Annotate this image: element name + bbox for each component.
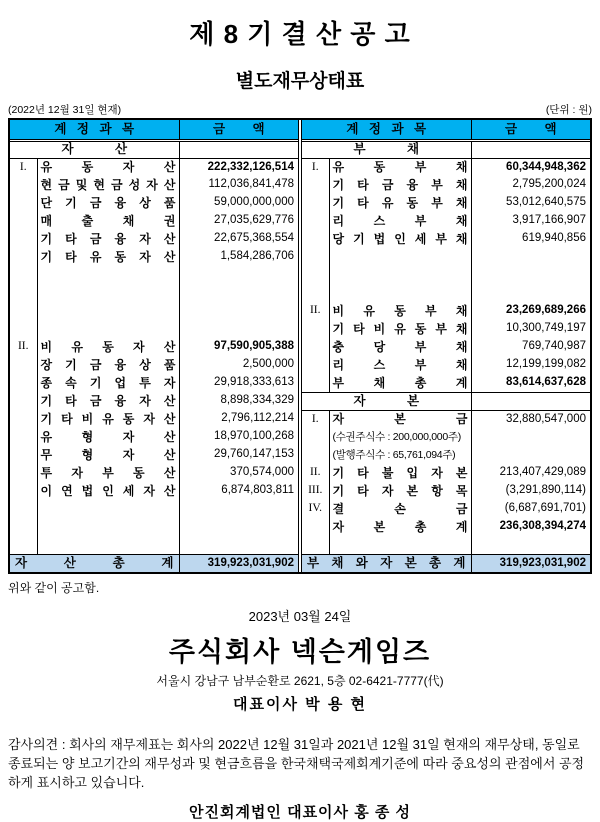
roman-numeral-cell xyxy=(10,374,37,392)
assets-table xyxy=(10,120,298,572)
account-name-cell: 매 출 채 권 xyxy=(37,212,179,230)
roman-numeral-cell xyxy=(10,536,37,554)
amount-cell: 53,012,640,575 xyxy=(506,196,586,209)
roman-numeral-cell xyxy=(10,320,37,338)
amount-cell xyxy=(179,266,298,284)
table-row xyxy=(10,482,298,500)
unit-label: (단위 : 원) xyxy=(545,104,592,116)
amount-cell xyxy=(179,500,298,518)
roman-numeral-cell xyxy=(302,212,329,230)
table-row xyxy=(10,302,298,320)
roman-numeral-cell xyxy=(10,500,37,518)
liabilities-equity-body xyxy=(302,140,590,572)
table-header-row xyxy=(10,120,298,140)
account-name-cell xyxy=(329,284,471,302)
roman-numeral-cell xyxy=(10,428,37,446)
roman-numeral-cell xyxy=(10,248,37,266)
roman-numeral-cell xyxy=(302,338,329,356)
roman-numeral-cell: II. xyxy=(10,338,37,356)
account-name-cell xyxy=(37,500,179,518)
amount-cell: 3,917,166,907 xyxy=(512,214,586,227)
account-name-cell: 기 타 금 융 부 채 xyxy=(329,176,471,194)
roman-numeral-cell: II. xyxy=(302,302,329,320)
roman-numeral-cell xyxy=(10,266,37,284)
table-row xyxy=(302,284,590,302)
account-column-header: 계 정 과 목 xyxy=(302,120,471,140)
amount-cell: 83,614,637,628 xyxy=(506,376,586,388)
roman-numeral-cell: I. xyxy=(302,410,329,428)
amount-cell: 619,940,856 xyxy=(522,232,586,245)
roman-numeral-cell xyxy=(302,266,329,284)
account-name-cell: 리 스 부 채 xyxy=(329,356,471,374)
closing-note: 위와 같이 공고함. xyxy=(8,581,100,595)
roman-numeral-cell xyxy=(302,248,329,266)
table-row xyxy=(10,356,298,374)
page-title: 제 8 기 결 산 공 고 xyxy=(189,19,411,49)
table-row xyxy=(302,554,590,572)
meta-row xyxy=(8,102,592,117)
amount-cell xyxy=(179,518,298,536)
amount-cell: 2,796,112,214 xyxy=(221,412,294,425)
amount-cell xyxy=(471,446,590,464)
table-row xyxy=(10,284,298,302)
roman-numeral-cell xyxy=(10,230,37,248)
table-row xyxy=(302,320,590,338)
account-name-cell: 기 타 금 융 자 산 xyxy=(37,392,179,410)
roman-numeral-cell xyxy=(302,518,329,536)
account-name-cell: 기 타 유 동 자 산 xyxy=(37,248,179,266)
roman-numeral-cell xyxy=(302,230,329,248)
table-row xyxy=(302,500,590,518)
table-row xyxy=(10,338,298,356)
table-row xyxy=(10,230,298,248)
account-name-cell: 기 타 비 유 동 부 채 xyxy=(329,320,471,338)
table-row xyxy=(302,536,590,554)
table-row xyxy=(302,230,590,248)
account-name-cell: 단 기 금 융 상 품 xyxy=(37,194,179,212)
account-name-cell: 기 타 비 유 동 자 산 xyxy=(37,410,179,428)
roman-numeral-cell xyxy=(302,428,329,446)
company-name: 주식회사 넥슨게임즈 xyxy=(168,637,432,667)
table-row xyxy=(302,518,590,536)
roman-numeral-cell xyxy=(10,176,37,194)
account-name-cell: 결 손 금 xyxy=(329,500,471,518)
amount-cell: (6,687,691,701) xyxy=(504,502,586,515)
table-row xyxy=(10,518,298,536)
as-of-date: (2022년 12월 31일 현재) xyxy=(8,104,122,116)
amount-cell: 23,269,689,266 xyxy=(506,304,586,317)
amount-cell xyxy=(471,248,590,266)
roman-numeral-cell: II. xyxy=(302,464,329,482)
amount-cell xyxy=(471,392,590,410)
amount-cell: 59,000,000,000 xyxy=(214,196,294,209)
account-name-cell xyxy=(329,536,471,554)
account-name-cell: 장 기 금 융 상 품 xyxy=(37,356,179,374)
table-row xyxy=(302,176,590,194)
account-name-cell xyxy=(37,284,179,302)
table-row xyxy=(302,482,590,500)
table-row xyxy=(10,248,298,266)
roman-numeral-cell xyxy=(10,518,37,536)
liabilities-equity-table xyxy=(302,120,590,572)
table-row xyxy=(302,464,590,482)
publication-date: 2023년 03월 24일 xyxy=(248,609,352,624)
account-name-cell: 기 타 금 융 자 산 xyxy=(37,230,179,248)
account-name-cell xyxy=(329,248,471,266)
amount-cell: 370,574,000 xyxy=(230,466,294,479)
account-name-cell: 충 당 부 채 xyxy=(329,338,471,356)
roman-numeral-cell xyxy=(302,284,329,302)
total-label: 부 채 와 자 본 총 계 xyxy=(302,554,471,572)
account-name-cell: 유 형 자 산 xyxy=(37,428,179,446)
account-name-cell xyxy=(37,518,179,536)
roman-numeral-cell xyxy=(302,446,329,464)
account-name-cell: 기 타 유 동 부 채 xyxy=(329,194,471,212)
table-row xyxy=(302,248,590,266)
amount-cell: 12,199,199,082 xyxy=(506,358,586,371)
table-row xyxy=(10,212,298,230)
amount-cell xyxy=(179,536,298,554)
table-row xyxy=(10,392,298,410)
account-name-cell: 종 속 기 업 투 자 xyxy=(37,374,179,392)
table-row xyxy=(302,194,590,212)
total-amount: 319,923,031,902 xyxy=(179,554,298,572)
amount-cell: 29,760,147,153 xyxy=(214,448,294,461)
amount-cell xyxy=(471,428,590,446)
amount-cell: 213,407,429,089 xyxy=(499,466,586,479)
amount-cell xyxy=(179,320,298,338)
roman-numeral-cell xyxy=(302,536,329,554)
assets-half xyxy=(10,120,299,572)
account-name-cell: 당 기 법 인 세 부 채 xyxy=(329,230,471,248)
roman-numeral-cell xyxy=(10,482,37,500)
statement-title: 별도재무상태표 xyxy=(235,71,365,92)
roman-numeral-cell xyxy=(302,320,329,338)
table-row xyxy=(10,500,298,518)
roman-numeral-cell: I. xyxy=(10,158,37,176)
account-name-cell: 무 형 자 산 xyxy=(37,446,179,464)
table-row xyxy=(302,446,590,464)
table-row xyxy=(302,212,590,230)
balance-sheet-table xyxy=(8,118,592,574)
account-name-cell: 비 유 동 자 산 xyxy=(37,338,179,356)
total-amount: 319,923,031,902 xyxy=(471,554,590,572)
account-name-cell: 현 금 및 현 금 성 자 산 xyxy=(37,176,179,194)
table-row xyxy=(10,446,298,464)
table-row xyxy=(10,464,298,482)
roman-numeral-cell: I. xyxy=(302,158,329,176)
table-row xyxy=(302,266,590,284)
table-row xyxy=(10,536,298,554)
account-column-header: 계 정 과 목 xyxy=(10,120,179,140)
audit-opinion: 감사의견 : 회사의 재무제표는 회사의 2022년 12월 31일과 2021년 12월 31일 현재의 재무상태, 동일로 종료되는 양 보고기간의 재무성과 및 현금흐름을 한국채택국제회계기준에 따라 중요성의 관점에서 공정하게 표시하고 있습니다. xyxy=(8,737,585,790)
table-row xyxy=(10,554,298,572)
roman-numeral-cell xyxy=(10,284,37,302)
share-count-note: (수권주식수 : 200,000,000주) xyxy=(329,428,471,446)
table-row xyxy=(302,356,590,374)
table-row xyxy=(10,194,298,212)
account-name-cell xyxy=(37,302,179,320)
table-row xyxy=(10,410,298,428)
roman-numeral-cell xyxy=(10,464,37,482)
assets-body xyxy=(10,140,298,572)
roman-numeral-cell xyxy=(302,176,329,194)
amount-column-header: 금 액 xyxy=(471,120,590,140)
amount-cell: 112,036,841,478 xyxy=(208,178,294,191)
table-row xyxy=(10,320,298,338)
account-name-cell xyxy=(37,266,179,284)
amount-cell: 29,918,333,613 xyxy=(214,376,294,389)
roman-numeral-cell: III. xyxy=(302,482,329,500)
amount-cell: 97,590,905,388 xyxy=(214,340,294,353)
account-name-cell xyxy=(329,266,471,284)
amount-cell xyxy=(179,284,298,302)
amount-cell: 27,035,629,776 xyxy=(214,214,294,227)
amount-cell: 60,344,948,362 xyxy=(506,160,586,173)
account-name-cell: 기 타 자 본 항 목 xyxy=(329,482,471,500)
company-address: 서울시 강남구 남부순환로 2621, 5층 02-6421-7777(代) xyxy=(156,674,444,688)
roman-numeral-cell xyxy=(10,392,37,410)
amount-cell: 32,880,547,000 xyxy=(506,412,586,425)
amount-cell: 236,308,394,274 xyxy=(499,520,586,533)
amount-column-header: 금 액 xyxy=(179,120,298,140)
roman-numeral-cell xyxy=(10,302,37,320)
table-row xyxy=(302,374,590,392)
table-row xyxy=(302,302,590,320)
account-name-cell: 부 채 총 계 xyxy=(329,374,471,392)
table-row xyxy=(302,392,590,410)
account-name-cell: 기 타 불 입 자 본 xyxy=(329,464,471,482)
ceo-name: 대표이사 박 용 현 xyxy=(233,696,367,713)
table-row xyxy=(10,374,298,392)
table-row xyxy=(10,428,298,446)
liabilities-equity-half xyxy=(301,120,590,572)
account-name-cell xyxy=(37,536,179,554)
account-name-cell: 유 동 부 채 xyxy=(329,158,471,176)
roman-numeral-cell xyxy=(302,194,329,212)
table-row xyxy=(10,266,298,284)
account-name-cell: 자 본 총 계 xyxy=(329,518,471,536)
account-name-cell: 리 스 부 채 xyxy=(329,212,471,230)
table-row xyxy=(302,410,590,428)
amount-cell: 18,970,100,268 xyxy=(214,430,294,443)
amount-cell xyxy=(471,536,590,554)
account-name-cell xyxy=(37,320,179,338)
table-row xyxy=(302,338,590,356)
roman-numeral-cell xyxy=(10,194,37,212)
table-row xyxy=(302,428,590,446)
amount-cell xyxy=(179,302,298,320)
roman-numeral-cell xyxy=(10,356,37,374)
account-name-cell: 유 동 자 산 xyxy=(37,158,179,176)
roman-numeral-cell: IV. xyxy=(302,500,329,518)
amount-cell: 8,898,334,329 xyxy=(220,394,294,407)
account-name-cell: 비 유 동 부 채 xyxy=(329,302,471,320)
account-name-cell: 자 본 금 xyxy=(329,410,471,428)
table-row xyxy=(10,176,298,194)
table-row xyxy=(302,140,590,158)
amount-cell: 2,795,200,024 xyxy=(512,178,586,191)
roman-numeral-cell xyxy=(10,212,37,230)
amount-cell: 1,584,286,706 xyxy=(220,250,294,263)
amount-cell: 22,675,368,554 xyxy=(214,232,294,245)
amount-cell: 6,874,803,811 xyxy=(221,484,294,497)
table-header-row xyxy=(302,120,590,140)
amount-cell: 769,740,987 xyxy=(522,340,586,353)
account-name-cell: 이 연 법 인 세 자 산 xyxy=(37,482,179,500)
table-row xyxy=(10,158,298,176)
amount-cell: (3,291,890,114) xyxy=(505,484,586,497)
amount-cell xyxy=(471,266,590,284)
amount-cell: 10,300,749,197 xyxy=(506,322,586,335)
table-row xyxy=(10,140,298,158)
total-label: 자 산 총 계 xyxy=(10,554,179,572)
amount-cell xyxy=(471,140,590,158)
share-count-note: (발행주식수 : 65,761,094주) xyxy=(329,446,471,464)
amount-cell xyxy=(471,284,590,302)
amount-cell: 2,500,000 xyxy=(242,358,294,371)
section-label: 자 산 xyxy=(10,140,179,158)
table-row xyxy=(302,158,590,176)
roman-numeral-cell xyxy=(302,356,329,374)
roman-numeral-cell xyxy=(10,410,37,428)
account-name-cell: 투 자 부 동 산 xyxy=(37,464,179,482)
section-label: 부 채 xyxy=(302,140,471,158)
section-label: 자 본 xyxy=(302,392,471,410)
roman-numeral-cell xyxy=(302,374,329,392)
roman-numeral-cell xyxy=(10,446,37,464)
auditor-name: 안진회계법인 대표이사 홍 종 성 xyxy=(188,803,412,821)
amount-cell xyxy=(179,140,298,158)
amount-cell: 222,332,126,514 xyxy=(207,160,294,173)
